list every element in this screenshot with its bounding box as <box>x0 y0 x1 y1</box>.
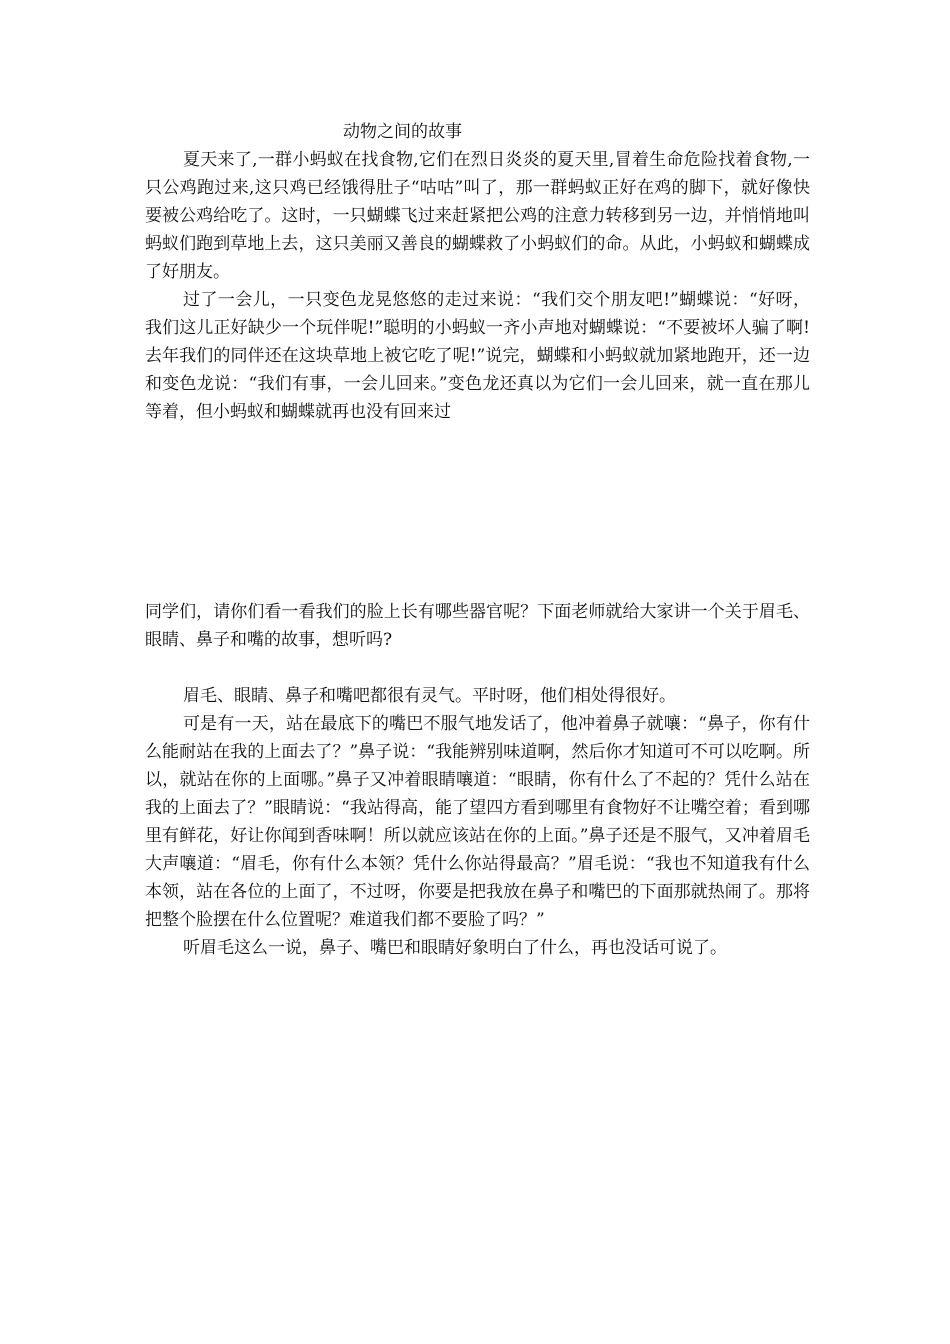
story-paragraph: 眉毛、眼睛、鼻子和嘴吧都很有灵气。平时呀，他们相处得很好。 <box>183 686 676 706</box>
story-animals <box>145 118 810 426</box>
story-paragraph: 过了一会儿，一只变色龙晃悠悠的走过来说：“我们交个朋友吧!”蝴蝶说：“好呀，我们这儿正好缺少一个玩伴呢!”聪明的小蚂蚁一齐小声地对蝴蝶说：“不要被坏人骗了啊!去年我们的同伴还在这块草地上被它吃了呢!”说完，蝴蝶和小蚂蚁就加紧地跑开，还一边和变色龙说：“我们有事，一会儿回来。”变色龙还真以为它们一会儿回来，就一直在那儿等着，但小蚂蚁和蝴蝶就再也没有回来过 <box>145 290 810 422</box>
story-title: 动物之间的故事 <box>343 122 462 142</box>
story-intro: 同学们，请你们看一看我们的脸上长有哪些器官呢？下面老师就给大家讲一个关于眉毛、眼睛、鼻子和嘴的故事，想听吗? <box>145 602 810 650</box>
story-face <box>145 598 810 962</box>
blank-line <box>145 654 810 682</box>
document-page <box>145 118 810 958</box>
story-paragraph: 可是有一天，站在最底下的嘴巴不服气地发话了，他冲着鼻子就嚷：“鼻子，你有什么能耐站在我的上面去了？”鼻子说：“我能辨别味道啊，然后你才知道可不可以吃啊。所以，就站在你的上面哪。”鼻子又冲着眼睛嚷道：“眼睛，你有什么了不起的？凭什么站在我的上面去了？”眼睛说：“我站得高，能了望四方看到哪里有食物好不让嘴空着；看到哪里有鲜花，好让你闻到香味啊！所以就应该站在你的上面。”鼻子还是不服气，又冲着眉毛大声嚷道：“眉毛，你有什么本领？凭什么你站得最高？”眉毛说：“我也不知道我有什么本领，站在各位的上面了，不过呀，你要是把我放在鼻子和嘴巴的下面那就热闹了。那将把整个脸摆在什么位置呢？难道我们都不要脸了吗？” <box>145 714 810 930</box>
story-paragraph: 听眉毛这么一说，鼻子、嘴巴和眼睛好象明白了什么，再也没话可说了。 <box>183 938 727 958</box>
story-paragraph: 夏天来了,一群小蚂蚁在找食物,它们在烈日炎炎的夏天里,冒着生命危险找着食物,一只公鸡跑过来,这只鸡已经饿得肚子“咕咕”叫了，那一群蚂蚁正好在鸡的脚下，就好像快要被公鸡给吃了。这时，一只蝴蝶飞过来赶紧把公鸡的注意力转移到另一边，并悄悄地叫蚂蚁们跑到草地上去，这只美丽又善良的蝴蝶救了小蚂蚁们的命。从此，小蚂蚁和蝴蝶成了好朋友。 <box>145 150 810 282</box>
